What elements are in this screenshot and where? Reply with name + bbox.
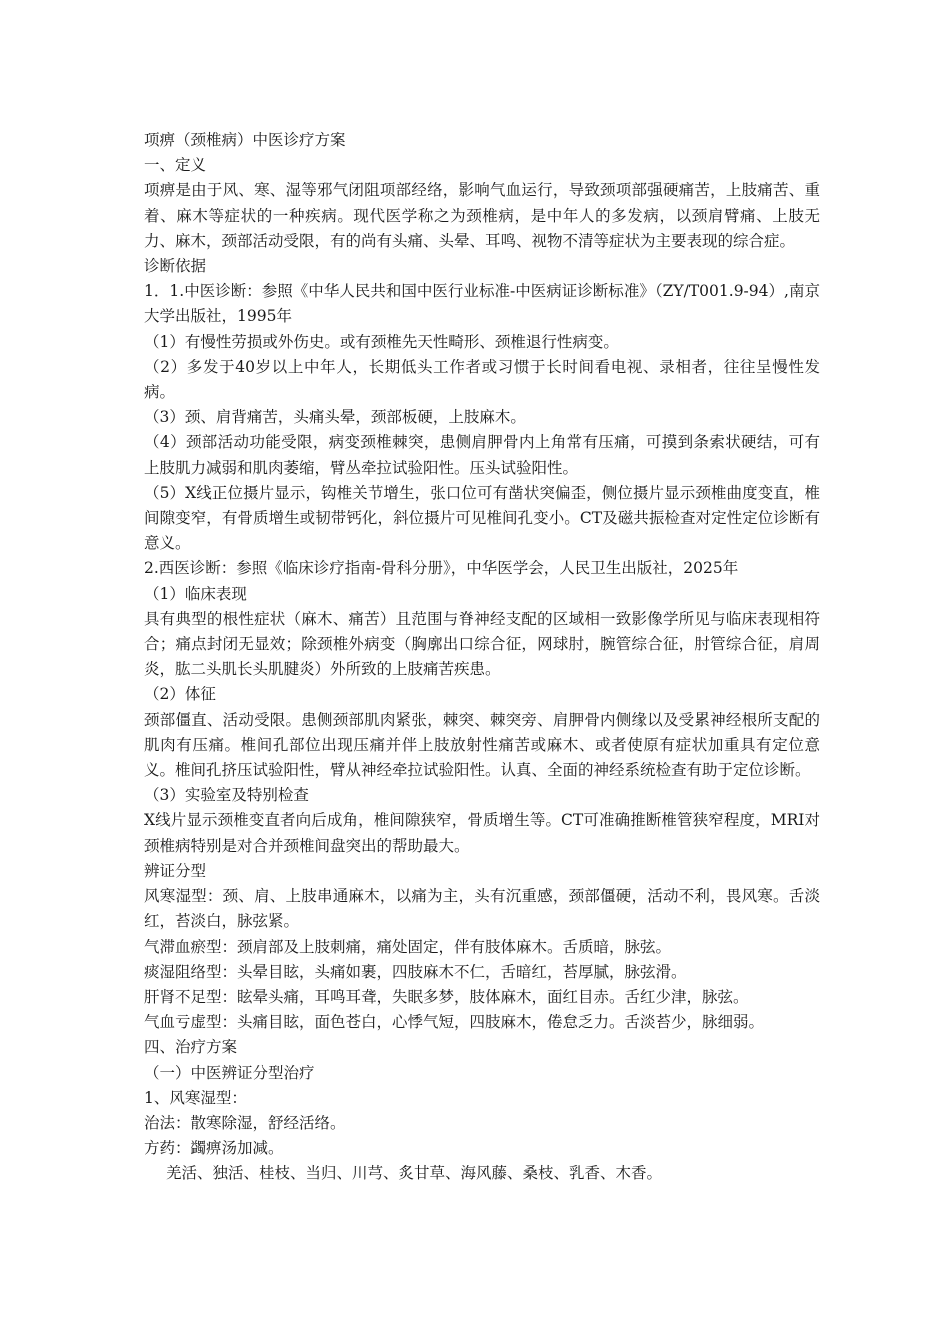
document-page bbox=[144, 128, 820, 1187]
subheading-tcm-treatment: （一）中医辨证分型治疗 bbox=[144, 1063, 315, 1082]
tcm-criterion-1: （1）有慢性劳损或外伤史。或有颈椎先天性畸形、颈椎退行性病变。 bbox=[144, 332, 619, 351]
tcm-criterion-5: （5）X线正位摄片显示，钩椎关节增生，张口位可有凿状突偏歪，侧位摄片显示颈椎曲度变直，椎间隙变窄，有骨质增生或韧带钙化，斜位摄片可见椎间孔变小。CT及磁共振检查对定性定位诊断有意义。 bbox=[144, 483, 820, 553]
prescription-ingredients: 羌活、独活、桂枝、当归、川芎、炙甘草、海风藤、桑枝、乳香、木香。 bbox=[166, 1164, 663, 1183]
subheading-signs: （2）体征 bbox=[144, 685, 216, 704]
tcm-criterion-2: （2）多发于40岁以上中年人，长期低头工作者或习惯于长时间看电视、录相者，往往呈慢性发病。 bbox=[144, 357, 820, 402]
section-heading-treatment: 四、治疗方案 bbox=[144, 1038, 238, 1057]
tcm-diagnosis-reference: 1．1.中医诊断：参照《中华人民共和国中医行业标准-中医病证诊断标准》（ZY/T001.9-94）,南京大学出版社，1995年 bbox=[144, 282, 820, 326]
treatment-type-1-heading: 1、风寒湿型： bbox=[144, 1088, 247, 1107]
syndrome-phlegm-damp: 痰湿阻络型：头晕目眩，头痛如裹，四肢麻木不仁，舌暗红，苔厚腻，脉弦滑。 bbox=[144, 962, 687, 981]
document-title: 项痹（颈椎病）中医诊疗方案 bbox=[144, 131, 346, 149]
treatment-prescription: 方药：蠲痹汤加减。 bbox=[144, 1139, 284, 1158]
subheading-clinical-manifestation: （1）临床表现 bbox=[144, 584, 247, 603]
signs-paragraph: 颈部僵直、活动受限。患侧颈部肌肉紧张，棘突、棘突旁、肩胛骨内侧缘以及受累神经根所支配的肌肉有压痛。椎间孔部位出现压痛并伴上肢放射性痛苦或麻木、或者使原有症状加重具有定位意义。椎间孔挤压试验阳性，臂从神经牵拉试验阳性。认真、全面的神经系统检查有助于定位诊断。 bbox=[144, 710, 820, 780]
section-heading-syndrome-types: 辨证分型 bbox=[144, 861, 207, 880]
clinical-manifestation-paragraph: 具有典型的根性症状（麻木、痛苦）且范围与脊神经支配的区域相一致影像学所见与临床表现相符合；痛点封闭无显效；除颈椎外病变（胸廓出口综合征，网球肘，腕管综合征，肘管综合征，肩周炎，肱二头肌长头肌腱炎）外所致的上肢痛苦疾患。 bbox=[144, 609, 820, 679]
treatment-method: 治法：散寒除湿，舒经活络。 bbox=[144, 1113, 346, 1132]
section-heading-diagnosis: 诊断依据 bbox=[144, 257, 207, 276]
syndrome-qi-stagnation-blood-stasis: 气滞血瘀型：颈肩部及上肢刺痛，痛处固定，伴有肢体麻木。舌质暗，脉弦。 bbox=[144, 937, 672, 956]
tcm-criterion-3: （3）颈、肩背痛苦，头痛头晕，颈部板硬，上肢麻木。 bbox=[144, 408, 526, 427]
lab-exams-paragraph: X线片显示颈椎变直者向后成角，椎间隙狭窄，骨质增生等。CT可准确推断椎管狭窄程度，MRI对颈椎病特别是对合并颈椎间盘突出的帮助最大。 bbox=[144, 811, 820, 855]
section-heading-definition: 一、定义 bbox=[144, 156, 207, 175]
western-diagnosis-reference: 2.西医诊断：参照《临床诊疗指南-骨科分册》，中华医学会，人民卫生出版社，2025年 bbox=[144, 559, 739, 578]
syndrome-liver-kidney-deficiency: 肝肾不足型：眩晕头痛，耳鸣耳聋，失眠多梦，肢体麻木，面红目赤。舌红少津，脉弦。 bbox=[144, 987, 749, 1006]
syndrome-qi-blood-deficiency: 气血亏虚型：头痛目眩，面色苍白，心悸气短，四肢麻木，倦怠乏力。舌淡苔少，脉细弱。 bbox=[144, 1013, 765, 1032]
definition-paragraph: 项痹是由于风、寒、湿等邪气闭阻项部经络，影响气血运行，导致颈项部强硬痛苦，上肢痛苦、重着、麻木等症状的一种疾病。现代医学称之为颈椎病，是中年人的多发病，以颈肩臂痛、上肢无力、麻木，颈部活动受限，有的尚有头痛、头晕、耳鸣、视物不清等症状为主要表现的综合症。 bbox=[144, 181, 820, 250]
subheading-lab-exams: （3）实验室及特别检查 bbox=[144, 786, 309, 805]
tcm-criterion-4: （4）颈部活动功能受限，病变颈椎棘突，患侧肩胛骨内上角常有压痛，可摸到条索状硬结，可有上肢肌力减弱和肌肉萎缩，臂丛牵拉试验阳性。压头试验阳性。 bbox=[144, 433, 820, 477]
syndrome-wind-cold-damp: 风寒湿型：颈、肩、上肢串通麻木，以痛为主，头有沉重感，颈部僵硬，活动不利，畏风寒。舌淡红，苔淡白，脉弦紧。 bbox=[144, 887, 820, 931]
